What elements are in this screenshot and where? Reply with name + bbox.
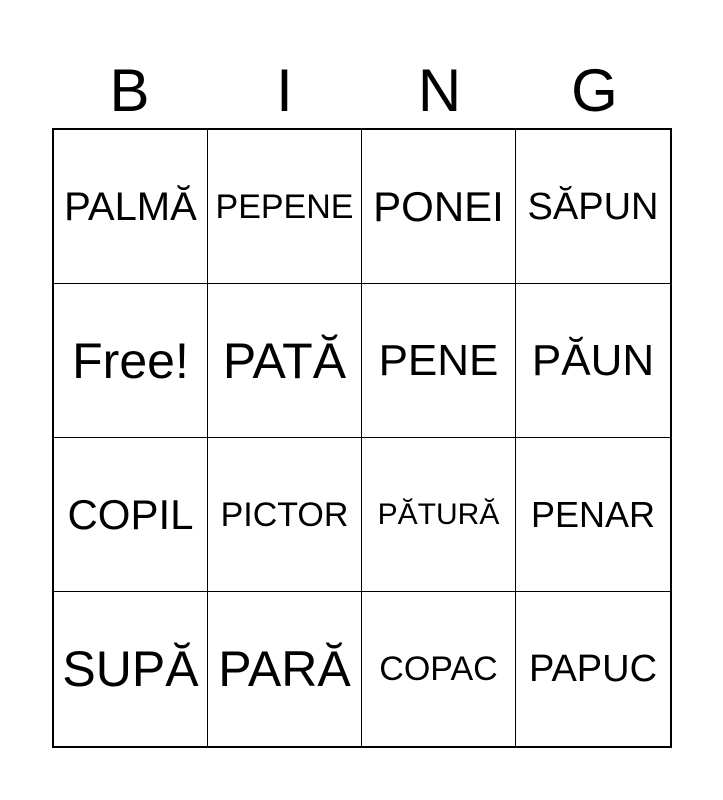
header-letter-b: B [109,57,150,124]
bingo-cell[interactable]: PĂUN [516,284,670,438]
header-letter-g: G [571,57,618,124]
bingo-cell[interactable]: PENAR [516,438,670,592]
bingo-cell[interactable]: PEPENE [208,130,362,284]
bingo-cell[interactable]: SUPĂ [54,592,208,746]
header-letter-n: N [417,57,462,124]
header-letter-i: I [276,57,293,124]
bingo-header [52,55,672,127]
bingo-board [52,128,672,748]
bingo-cell[interactable]: COPAC [362,592,516,746]
bingo-cell[interactable]: PALMĂ [54,130,208,284]
bingo-cell[interactable]: PĂTURĂ [362,438,516,592]
bingo-cell[interactable]: PONEI [362,130,516,284]
bingo-cell[interactable]: PARĂ [208,592,362,746]
bingo-cell[interactable]: PATĂ [208,284,362,438]
bingo-cell[interactable]: COPIL [54,438,208,592]
bingo-cell[interactable]: PENE [362,284,516,438]
bingo-cell[interactable]: PICTOR [208,438,362,592]
bingo-cell[interactable]: PAPUC [528,648,658,690]
bingo-cell[interactable]: SĂPUN [516,130,670,284]
free-space-cell[interactable]: Free! [54,284,208,438]
